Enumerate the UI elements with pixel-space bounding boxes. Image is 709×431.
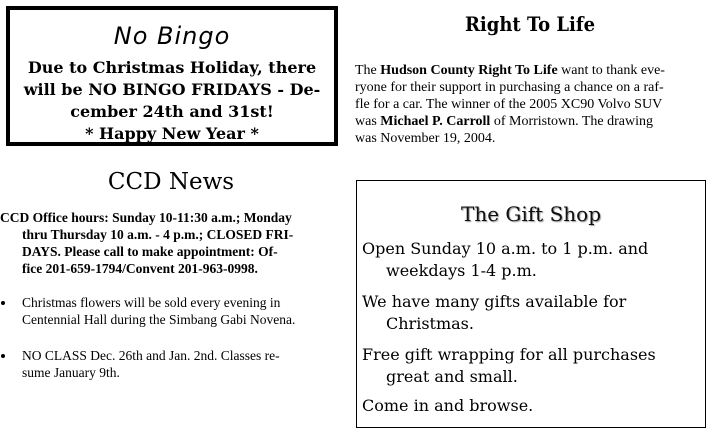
no-bingo-line: Due to Christmas Holiday, there — [27, 58, 317, 77]
office-hours-line: DAYS. Please call to make appointment: Of- — [22, 244, 278, 259]
gift-shop-item — [362, 238, 702, 282]
no-bingo-message — [14, 57, 330, 145]
organization-name: Hudson County Right To Life — [380, 63, 558, 78]
gift-shop-line: weekdays 1-4 p.m. — [386, 261, 537, 280]
right-to-life-title: Right To Life — [464, 12, 596, 36]
ccd-news-title: CCD News — [107, 169, 235, 195]
article-line: The Hudson County Right To Life want to thank eve- — [355, 63, 665, 78]
gift-shop-box — [356, 180, 706, 428]
article-line: ryone for their support in purchasing a chance on a raf- — [355, 80, 664, 95]
list-item-line: sume January 9th. — [22, 365, 120, 380]
gift-shop-line: We have many gifts available for — [362, 292, 627, 311]
gift-shop-item — [362, 395, 702, 417]
article-line: was Michael P. Carroll of Morristown. The drawing — [355, 114, 653, 129]
list-item-line: Christmas flowers will be sold every evening in — [22, 295, 281, 310]
no-bingo-line: will be NO BINGO FRIDAYS - De- — [23, 80, 321, 99]
gift-shop-item — [362, 291, 702, 335]
happy-new-year-line: * Happy New Year * — [85, 124, 259, 143]
bullet-icon — [1, 301, 5, 305]
gift-shop-item — [362, 344, 702, 388]
gift-shop-line: Christmas. — [386, 314, 474, 333]
gift-shop-line: Open Sunday 10 a.m. to 1 p.m. and — [362, 239, 649, 258]
article-line: was November 19, 2004. — [355, 131, 496, 146]
winner-name: Michael P. Carroll — [380, 114, 491, 129]
no-bingo-notice — [6, 6, 338, 146]
gift-shop-title: The Gift Shop — [460, 202, 601, 226]
no-bingo-line: cember 24th and 31st! — [70, 102, 274, 121]
ccd-office-hours — [0, 209, 350, 277]
right-to-life-article — [355, 62, 705, 147]
office-hours-line: CCD Office hours: Sunday 10-11:30 a.m.; Monday — [0, 210, 292, 225]
gift-shop-line: Free gift wrapping for all purchases — [362, 345, 656, 364]
gift-shop-line: great and small. — [386, 367, 518, 386]
list-item-line: Centennial Hall during the Simbang Gabi Novena. — [22, 312, 296, 327]
gift-shop-line: Come in and browse. — [362, 396, 534, 415]
list-item-line: NO CLASS Dec. 26th and Jan. 2nd. Classes re- — [22, 348, 280, 363]
office-hours-line: thru Thursday 10 a.m. - 4 p.m.; CLOSED FRI- — [22, 227, 294, 242]
bullet-icon — [1, 354, 5, 358]
office-hours-line: fice 201-659-1794/Convent 201-963-0998. — [22, 261, 258, 276]
article-line: fle for a car. The winner of the 2005 XC90 Volvo SUV — [355, 97, 663, 112]
no-bingo-title: No Bingo — [113, 22, 231, 50]
